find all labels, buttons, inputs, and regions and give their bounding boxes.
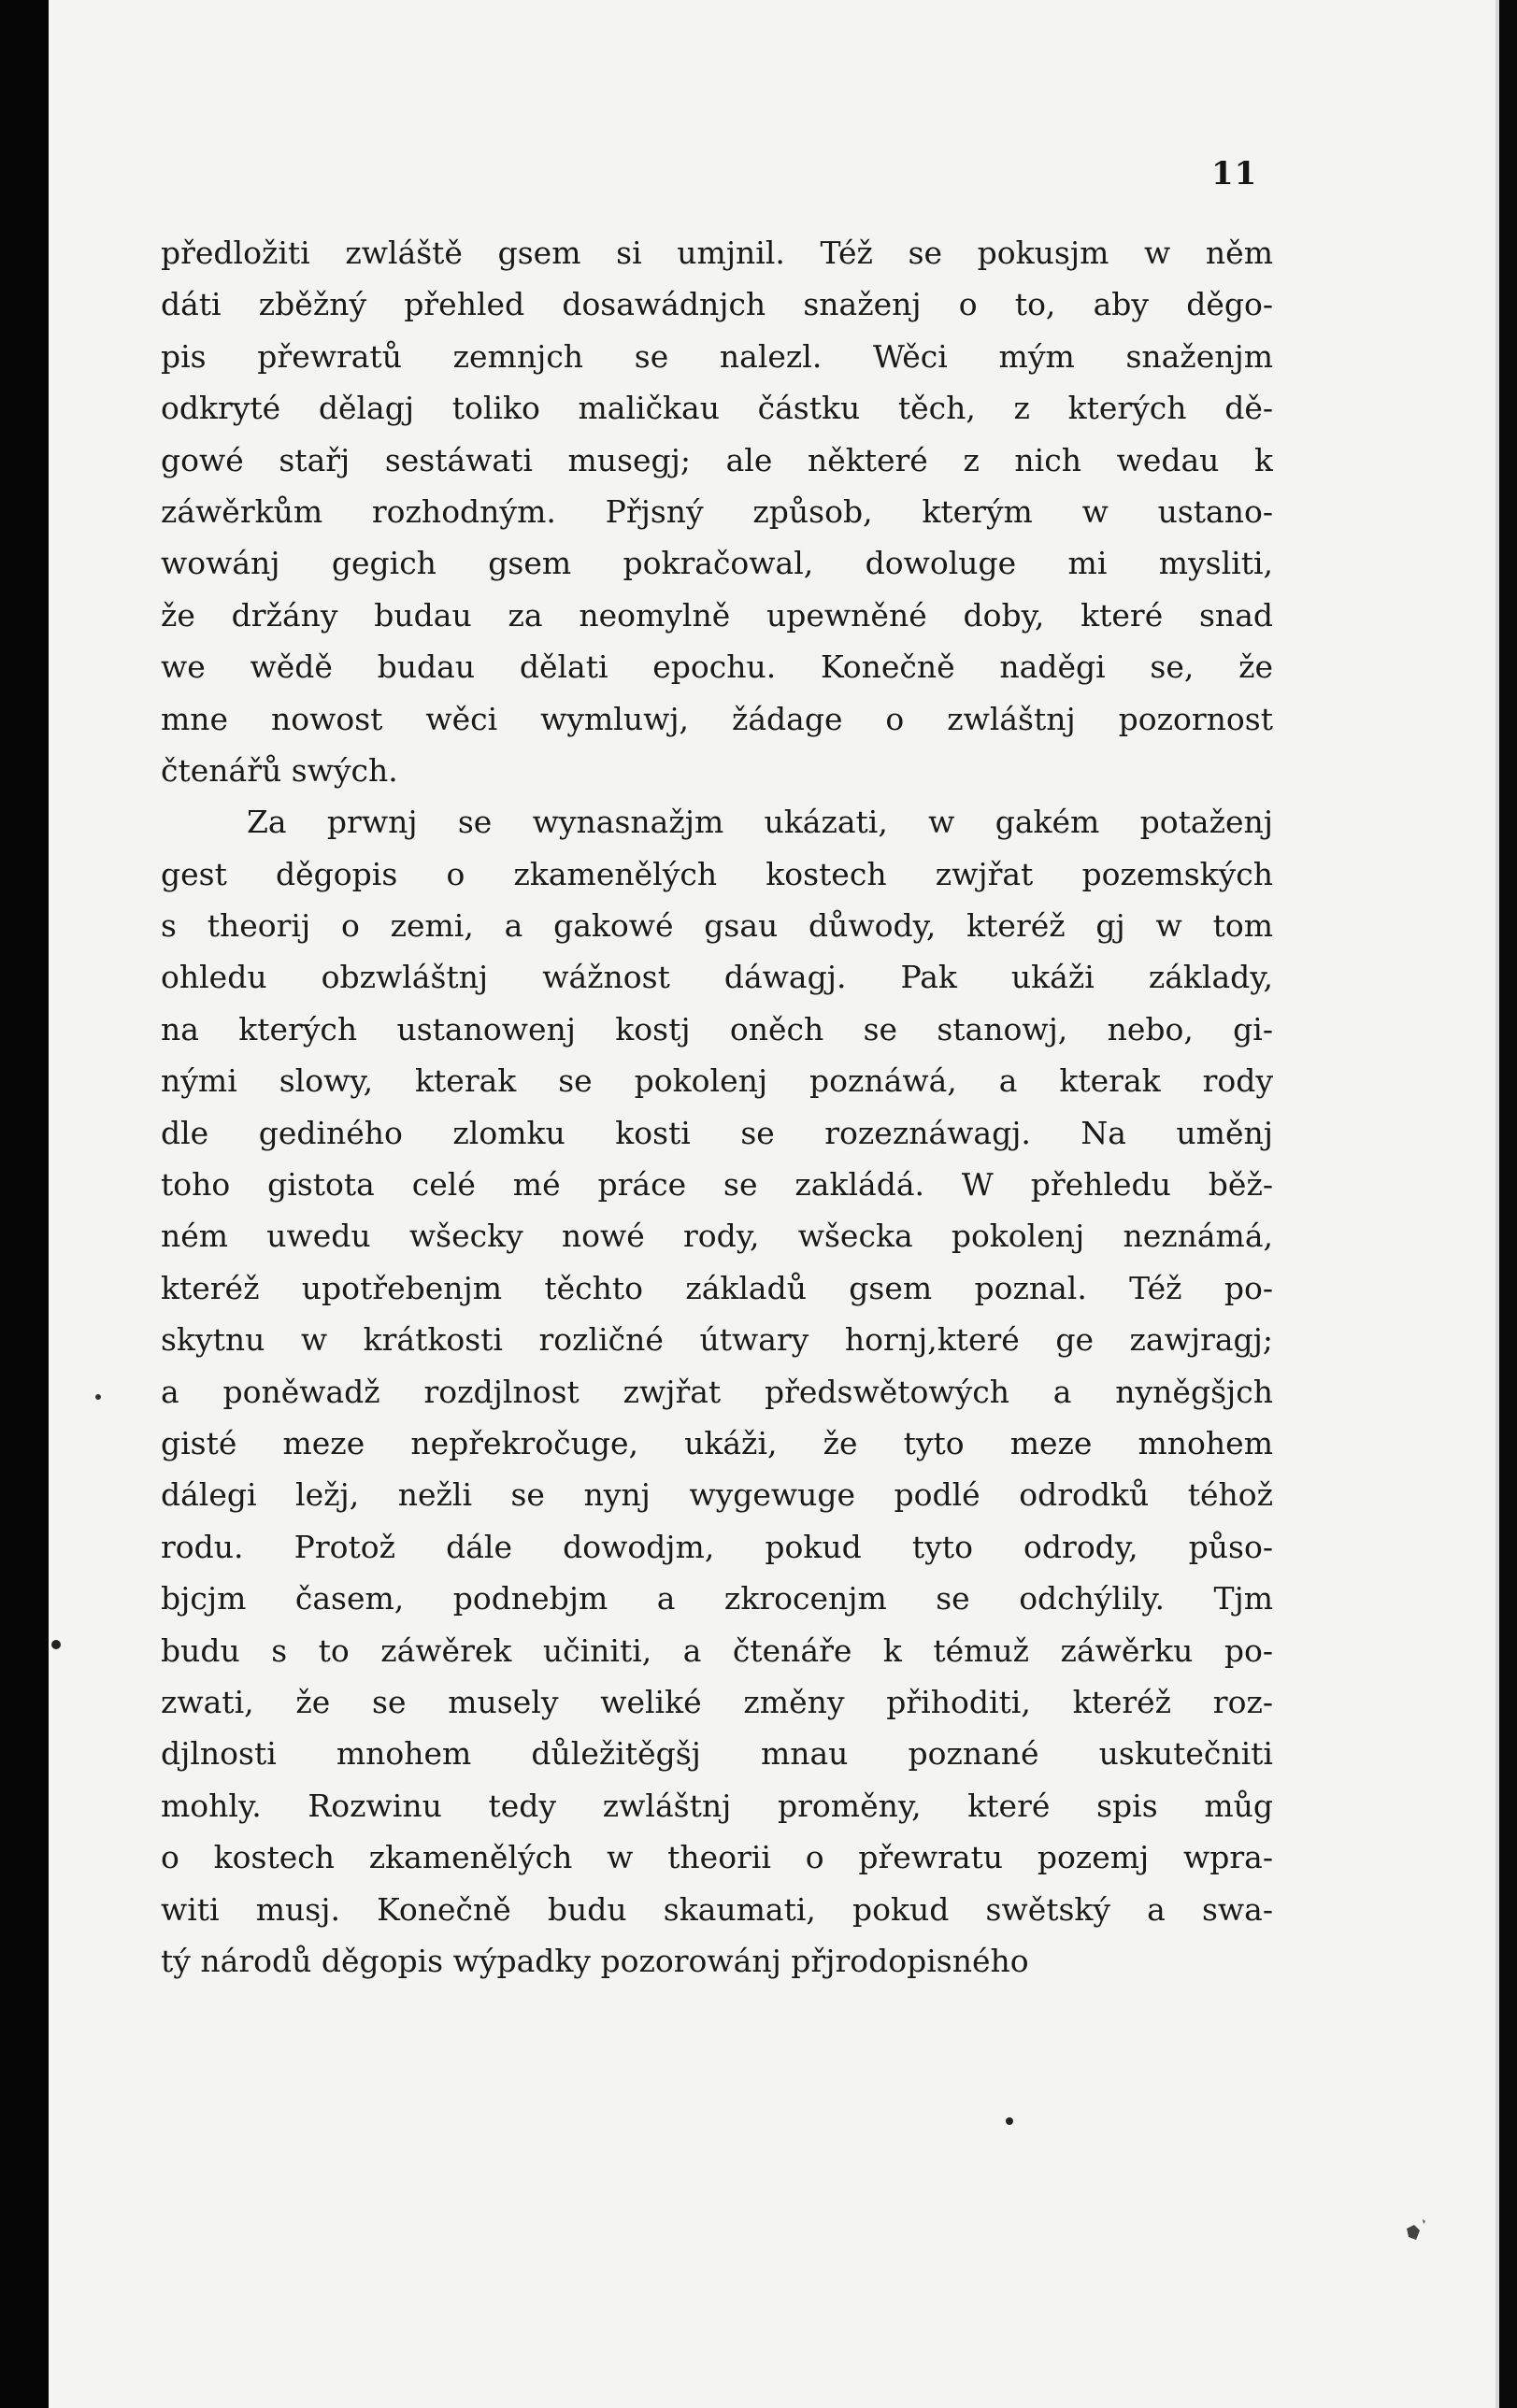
text-line: kteréž upotřebenjm těchto základů gsem poznal. Též po- (161, 1269, 1273, 1306)
text-line: zwati, že se musely weliké změny přihoditi, kteréž roz- (161, 1683, 1273, 1720)
text-line: dáti zběžný přehled dosawádnjch snaženj o to, aby děgo- (161, 286, 1273, 323)
text-line: gisté meze nepřekročuge, ukáži, že tyto meze mnohem (161, 1424, 1273, 1461)
text-line: o kostech zkamenělých w theorii o přewratu pozemj wpra- (161, 1839, 1273, 1876)
text-line: tý národů děgopis wýpadky pozorowánj přjrodopisného (161, 1942, 1029, 1979)
text-line: dálegi ležj, nežli se nynj wygewuge podlé odrodků téhož (161, 1476, 1273, 1514)
text-line: mne nowost wěci wymluwj, žádage o zwláštnj pozornost (161, 700, 1273, 737)
text-line: nými slowy, kterak se pokolenj poznáwá, a kterak rody (161, 1062, 1273, 1100)
text-line: we wědě budau dělati epochu. Konečně naděgi se, že (161, 648, 1273, 686)
text-line: předložiti zwláště gsem si umjnil. Též se pokusjm w něm (161, 235, 1273, 271)
text-line: na kterých ustanowenj kostj oněch se stanowj, nebo, gi- (161, 1010, 1273, 1047)
text-line: gest děgopis o zkamenělých kostech zwjřat pozemských (161, 855, 1273, 892)
text-line: mohly. Rozwinu tedy zwláštnj proměny, které spis můg (161, 1787, 1273, 1824)
text-line: ohledu obzwláštnj wážnost dáwagj. Pak ukáži základy, (161, 959, 1273, 996)
text-line: s theorij o zemi, a gakowé gsau důwody, kteréž gj w tom (161, 907, 1273, 945)
text-line: Za prwnj se wynasnažjm ukázati, w gakém potaženj (247, 804, 1273, 841)
text-line: gowé stařj sestáwati musegj; ale některé z nich wedau k (161, 441, 1273, 478)
text-line: skytnu w krátkosti rozličné útwary hornj,které ge zawjragj; (161, 1321, 1273, 1359)
text-line: toho gistota celé mé práce se zakládá. W přehledu běž- (161, 1166, 1273, 1204)
text-line: dle gediného zlomku kosti se rozeznáwagj. Na uměnj (161, 1114, 1273, 1151)
text-line: budu s to záwěrek učiniti, a čtenáře k témuž záwěrku po- (161, 1631, 1273, 1669)
text-line: wowánj gegich gsem pokračowal, dowoluge mi mysliti, (161, 545, 1273, 582)
page-edge-shadow (1496, 0, 1499, 2408)
text-line: pis přewratů zemnjch se nalezl. Wěci mým snaženjm (161, 337, 1273, 375)
scan-border-left (0, 0, 49, 2408)
text-line: čtenářů swých. (161, 751, 398, 789)
text-line: witi musj. Konečně budu skaumati, pokud swětský a swa- (161, 1890, 1273, 1928)
text-line: záwěrkům rozhodným. Přjsný způsob, kterým w ustano- (161, 492, 1273, 530)
text-line: rodu. Protož dále dowodjm, pokud tyto odrody, půso- (161, 1528, 1273, 1565)
text-line: že držány budau za neomylně upewněné doby, které snad (161, 596, 1273, 634)
text-line: ném uwedu wšecky nowé rody, wšecka pokolenj neznámá, (161, 1218, 1273, 1255)
text-line: a poněwadž rozdjlnost zwjřat předswětowých a nyněgšjch (161, 1373, 1273, 1410)
body-text (161, 227, 1273, 1987)
text-line: djlnosti mnohem důležitěgšj mnau poznané uskutečniti (161, 1735, 1273, 1773)
text-line: bjcjm časem, podnebjm a zkrocenjm se odchýlily. Tjm (161, 1580, 1273, 1617)
scan-border-right (1496, 0, 1517, 2408)
text-line: odkryté dělagj toliko maličkau částku těch, z kterých dě- (161, 390, 1273, 427)
page-number: 11 (1211, 155, 1258, 192)
